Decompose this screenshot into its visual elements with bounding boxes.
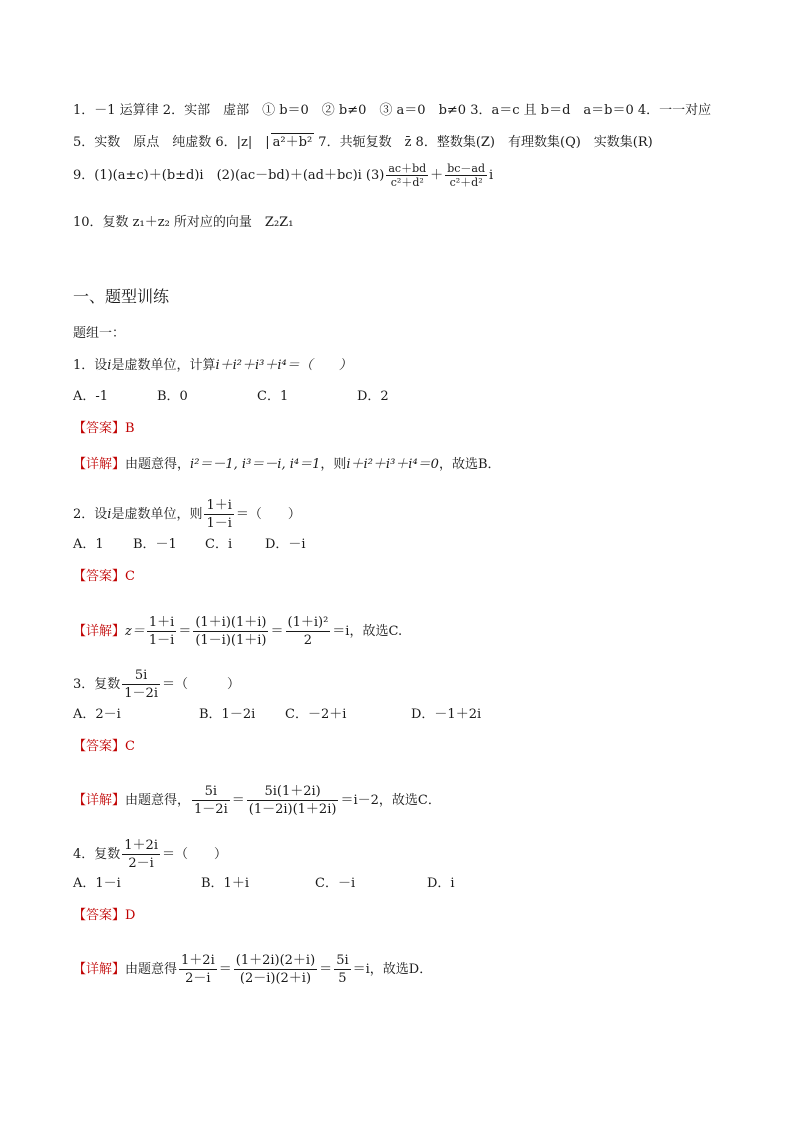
fraction: $\frac{5i}{1-2i}$ — [124, 668, 158, 701]
question-2-stem: 2．设i是虚数单位，则 $\frac{1+i}{1-i}$ ＝（ ） — [73, 498, 301, 531]
question-1-options — [73, 388, 389, 406]
section-title: 一、题型训练 — [73, 287, 170, 306]
option-b[interactable]: B．1－2i — [199, 707, 256, 722]
fraction: $\frac{5i}{1-2i}$ — [194, 784, 228, 817]
fraction: $\frac{5i(1+2i)}{(1-2i)(1+2i)}$ — [248, 784, 337, 817]
fraction: $\frac{ac+bd}{\text{c²＋d²}}$ — [388, 162, 427, 189]
option-d[interactable]: D．－i — [265, 537, 306, 552]
question-3-answer: 【答案】C — [73, 739, 135, 754]
option-a[interactable]: A．-1 — [73, 389, 109, 404]
option-a[interactable]: A．2－i — [73, 707, 121, 722]
question-3-detail: 【详解】由题意得， $\frac{5i}{1-2i}$ ＝ $\frac{5i(1+2i)}{(1-2i)(1+2i)}$ ＝i－2，故选C． — [73, 784, 441, 817]
option-c[interactable]: C．－2＋i — [285, 707, 347, 722]
question-1-stem: 1．设i是虚数单位，计算i＋i²＋i³＋i⁴＝（ ） — [73, 358, 352, 373]
fraction: $\frac{1+2i}{2-i}$ — [124, 838, 158, 871]
question-2-detail: 【详解】z＝ $\frac{1+i}{1-i}$ ＝ $\frac{(1+i)(1+i)}{(1-i)(1+i)}$ ＝ $\frac{\text{(1＋i)²}}{2}$ ＝i，故选C. — [73, 615, 403, 648]
fraction: $\frac{1+i}{1-i}$ — [206, 498, 232, 531]
fraction: $\frac{(1+i)(1+i)}{(1-i)(1+i)}$ — [195, 615, 267, 648]
fraction: $\frac{1+2i}{2-i}$ — [181, 953, 215, 986]
sqrt-expression: a²＋b² — [272, 135, 313, 150]
question-2-answer: 【答案】C — [73, 569, 135, 584]
fraction: $\frac{5i}{5}$ — [336, 953, 349, 986]
question-1-answer: 【答案】B — [73, 421, 135, 436]
fraction: $\frac{\text{(1＋i)²}}{2}$ — [287, 615, 329, 648]
option-b[interactable]: B．－1 — [133, 537, 177, 552]
option-d[interactable]: D．2 — [357, 389, 389, 404]
review-answer-line-2: 5．实数 原点 纯虚数 6．|z| | a²＋b² 7．共轭复数 z̄ 8．整数集(Z) 有理数集(Q) 实数集(R) — [73, 135, 653, 150]
option-b[interactable]: B．0 — [157, 389, 188, 404]
question-3-stem: 3．复数 $\frac{5i}{1-2i}$ ＝（ ） — [73, 668, 240, 701]
option-a[interactable]: A．1 — [73, 537, 104, 552]
question-4-answer: 【答案】D — [73, 908, 136, 923]
group-label: 题组一： — [73, 326, 126, 341]
review-answer-line-4: 10．复数 z₁＋z₂ 所对应的向量 Z₂Z₁ — [73, 215, 294, 230]
review-answer-line-3: 9．(1)(a±c)＋(b±d)i (2)(ac－bd)＋(ad＋bc)i (3) $\frac{ac+bd}{\text{c²＋d²}}$ ＋ $\frac{bc-ad}{\text{c²＋d²}}$ i — [73, 162, 494, 189]
question-3-options — [73, 706, 481, 724]
question-4-stem: 4．复数 $\frac{1+2i}{2-i}$ ＝（ ） — [73, 838, 227, 871]
fraction: $\frac{bc-ad}{\text{c²＋d²}}$ — [447, 162, 485, 189]
option-c[interactable]: C．1 — [257, 389, 289, 404]
option-d[interactable]: D．i — [427, 876, 455, 891]
question-1-detail: 【详解】由题意得，i²＝－1, i³＝－i, i⁴＝1，则i＋i²＋i³＋i⁴＝0，故选B． — [73, 457, 501, 472]
option-c[interactable]: C．i — [205, 537, 233, 552]
question-4-detail: 【详解】由题意得 $\frac{1+2i}{2-i}$ ＝ $\frac{(1+2i)(2+i)}{(2-i)(2+i)}$ ＝ $\frac{5i}{5}$ ＝i，故选D． — [73, 953, 433, 986]
option-a[interactable]: A．1－i — [73, 876, 121, 891]
option-d[interactable]: D．－1＋2i — [411, 707, 482, 722]
fraction: $\frac{(1+2i)(2+i)}{(2-i)(2+i)}$ — [235, 953, 316, 986]
option-c[interactable]: C．－i — [315, 876, 356, 891]
option-b[interactable]: B．1＋i — [201, 876, 249, 891]
question-4-options — [73, 875, 455, 893]
question-2-options — [73, 536, 306, 554]
fraction: $\frac{1+i}{1-i}$ — [148, 615, 175, 648]
review-answer-line-1: 1．－1 运算律 2．实部 虚部 ① b＝0 ② b≠0 ③ a＝0 b≠0 3．a＝c 且 b＝d a＝b＝0 4．一一对应 — [73, 103, 712, 118]
